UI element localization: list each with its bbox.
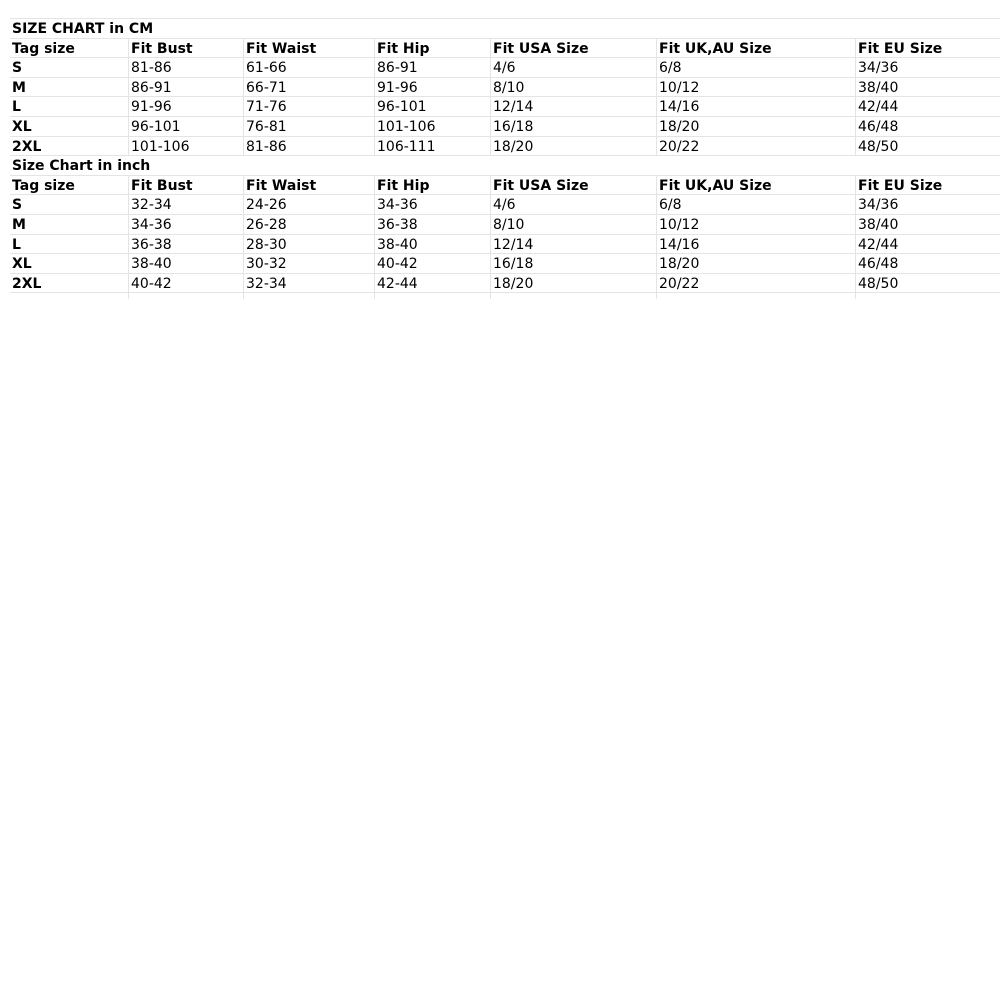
fit-waist-cell[interactable]: 28-30 xyxy=(243,235,374,254)
tag-size-cell[interactable]: M xyxy=(12,216,26,233)
inch-table-row xyxy=(10,274,1000,294)
fit-uk-au-size-cell[interactable]: 20/22 xyxy=(656,274,855,293)
fit-hip-cell[interactable]: 38-40 xyxy=(374,235,490,254)
cm-table-row xyxy=(10,58,1000,78)
fit-eu-size-cell[interactable]: 46/48 xyxy=(855,117,1000,136)
column-header-tag-size[interactable]: Tag size xyxy=(12,177,75,194)
fit-usa-size-cell[interactable]: 4/6 xyxy=(490,195,656,214)
fit-usa-size-cell[interactable]: 4/6 xyxy=(490,58,656,77)
fit-eu-size-cell[interactable]: 38/40 xyxy=(855,78,1000,97)
tag-size-cell[interactable]: M xyxy=(12,79,26,96)
fit-usa-size-cell[interactable]: 12/14 xyxy=(490,97,656,116)
fit-usa-size-cell[interactable]: 16/18 xyxy=(490,117,656,136)
fit-waist-cell[interactable]: 66-71 xyxy=(243,78,374,97)
tag-size-cell[interactable]: 2XL xyxy=(12,138,42,155)
tag-size-cell[interactable]: S xyxy=(12,197,23,214)
tag-size-cell[interactable]: 2XL xyxy=(12,275,42,292)
tag-size-cell[interactable]: L xyxy=(12,236,21,253)
fit-waist-cell[interactable]: 24-26 xyxy=(243,195,374,214)
column-header-fit-eu-size[interactable]: Fit EU Size xyxy=(855,176,1000,195)
fit-waist-cell[interactable]: 76-81 xyxy=(243,117,374,136)
column-header-fit-hip[interactable]: Fit Hip xyxy=(374,39,490,58)
empty-cell[interactable] xyxy=(243,293,374,299)
column-header-fit-bust[interactable]: Fit Bust xyxy=(128,39,243,58)
column-header-fit-uk-au-size[interactable]: Fit UK,AU Size xyxy=(656,39,855,58)
column-header-fit-eu-size[interactable]: Fit EU Size xyxy=(855,39,1000,58)
column-header-tag-size[interactable]: Tag size xyxy=(12,40,75,57)
fit-eu-size-cell[interactable]: 38/40 xyxy=(855,215,1000,234)
fit-usa-size-cell[interactable]: 12/14 xyxy=(490,235,656,254)
cm-table-title[interactable]: SIZE CHART in CM xyxy=(12,21,154,37)
fit-bust-cell[interactable]: 96-101 xyxy=(128,117,243,136)
empty-cell[interactable] xyxy=(10,293,128,299)
fit-hip-cell[interactable]: 86-91 xyxy=(374,58,490,77)
column-header-fit-usa-size[interactable]: Fit USA Size xyxy=(490,176,656,195)
cm-table-row xyxy=(10,97,1000,117)
column-header-fit-hip[interactable]: Fit Hip xyxy=(374,176,490,195)
fit-uk-au-size-cell[interactable]: 14/16 xyxy=(656,97,855,116)
inch-table-title[interactable]: Size Chart in inch xyxy=(12,158,151,175)
column-header-fit-waist[interactable]: Fit Waist xyxy=(243,176,374,195)
fit-bust-cell[interactable]: 36-38 xyxy=(128,235,243,254)
inch-title-row xyxy=(10,156,1000,176)
fit-usa-size-cell[interactable]: 8/10 xyxy=(490,78,656,97)
fit-uk-au-size-cell[interactable]: 14/16 xyxy=(656,235,855,254)
fit-eu-size-cell[interactable]: 34/36 xyxy=(855,195,1000,214)
empty-cell[interactable] xyxy=(855,293,1000,299)
fit-bust-cell[interactable]: 32-34 xyxy=(128,195,243,214)
fit-eu-size-cell[interactable]: 42/44 xyxy=(855,235,1000,254)
fit-uk-au-size-cell[interactable]: 18/20 xyxy=(656,117,855,136)
fit-uk-au-size-cell[interactable]: 6/8 xyxy=(656,58,855,77)
cm-title-row xyxy=(10,19,1000,39)
fit-uk-au-size-cell[interactable]: 20/22 xyxy=(656,137,855,156)
fit-bust-cell[interactable]: 40-42 xyxy=(128,274,243,293)
fit-eu-size-cell[interactable]: 42/44 xyxy=(855,97,1000,116)
fit-hip-cell[interactable]: 96-101 xyxy=(374,97,490,116)
fit-bust-cell[interactable]: 86-91 xyxy=(128,78,243,97)
fit-waist-cell[interactable]: 30-32 xyxy=(243,254,374,273)
tag-size-cell[interactable]: XL xyxy=(12,118,32,135)
column-header-fit-waist[interactable]: Fit Waist xyxy=(243,39,374,58)
fit-hip-cell[interactable]: 106-111 xyxy=(374,137,490,156)
fit-waist-cell[interactable]: 61-66 xyxy=(243,58,374,77)
fit-usa-size-cell[interactable]: 18/20 xyxy=(490,137,656,156)
column-header-fit-bust[interactable]: Fit Bust xyxy=(128,176,243,195)
empty-cell[interactable] xyxy=(656,293,855,299)
fit-uk-au-size-cell[interactable]: 10/12 xyxy=(656,78,855,97)
fit-waist-cell[interactable]: 32-34 xyxy=(243,274,374,293)
empty-cell[interactable] xyxy=(374,293,490,299)
fit-bust-cell[interactable]: 81-86 xyxy=(128,58,243,77)
fit-waist-cell[interactable]: 71-76 xyxy=(243,97,374,116)
fit-usa-size-cell[interactable]: 8/10 xyxy=(490,215,656,234)
fit-uk-au-size-cell[interactable]: 10/12 xyxy=(656,215,855,234)
empty-cell[interactable] xyxy=(128,293,243,299)
inch-header-row xyxy=(10,176,1000,196)
fit-eu-size-cell[interactable]: 46/48 xyxy=(855,254,1000,273)
fit-waist-cell[interactable]: 81-86 xyxy=(243,137,374,156)
cm-table-row xyxy=(10,78,1000,98)
empty-grid-row xyxy=(10,293,1000,299)
cm-table-row xyxy=(10,137,1000,157)
fit-waist-cell[interactable]: 26-28 xyxy=(243,215,374,234)
inch-table-row xyxy=(10,235,1000,255)
size-chart-sheet xyxy=(10,18,1000,299)
fit-hip-cell[interactable]: 40-42 xyxy=(374,254,490,273)
fit-bust-cell[interactable]: 91-96 xyxy=(128,97,243,116)
tag-size-cell[interactable]: S xyxy=(12,60,23,77)
fit-bust-cell[interactable]: 34-36 xyxy=(128,215,243,234)
fit-bust-cell[interactable]: 38-40 xyxy=(128,254,243,273)
fit-hip-cell[interactable]: 34-36 xyxy=(374,195,490,214)
fit-bust-cell[interactable]: 101-106 xyxy=(128,137,243,156)
fit-uk-au-size-cell[interactable]: 18/20 xyxy=(656,254,855,273)
empty-cell[interactable] xyxy=(490,293,656,299)
tag-size-cell[interactable]: L xyxy=(12,99,21,116)
fit-usa-size-cell[interactable]: 18/20 xyxy=(490,274,656,293)
fit-hip-cell[interactable]: 101-106 xyxy=(374,117,490,136)
inch-table-row xyxy=(10,215,1000,235)
column-header-fit-usa-size[interactable]: Fit USA Size xyxy=(490,39,656,58)
fit-eu-size-cell[interactable]: 34/36 xyxy=(855,58,1000,77)
fit-hip-cell[interactable]: 91-96 xyxy=(374,78,490,97)
cm-table-row xyxy=(10,117,1000,137)
column-header-fit-uk-au-size[interactable]: Fit UK,AU Size xyxy=(656,176,855,195)
tag-size-cell[interactable]: XL xyxy=(12,256,32,273)
fit-usa-size-cell[interactable]: 16/18 xyxy=(490,254,656,273)
inch-table-row xyxy=(10,195,1000,215)
inch-table-row xyxy=(10,254,1000,274)
fit-hip-cell[interactable]: 42-44 xyxy=(374,274,490,293)
fit-uk-au-size-cell[interactable]: 6/8 xyxy=(656,195,855,214)
cm-header-row xyxy=(10,39,1000,59)
fit-hip-cell[interactable]: 36-38 xyxy=(374,215,490,234)
fit-eu-size-cell[interactable]: 48/50 xyxy=(855,137,1000,156)
fit-eu-size-cell[interactable]: 48/50 xyxy=(855,274,1000,293)
